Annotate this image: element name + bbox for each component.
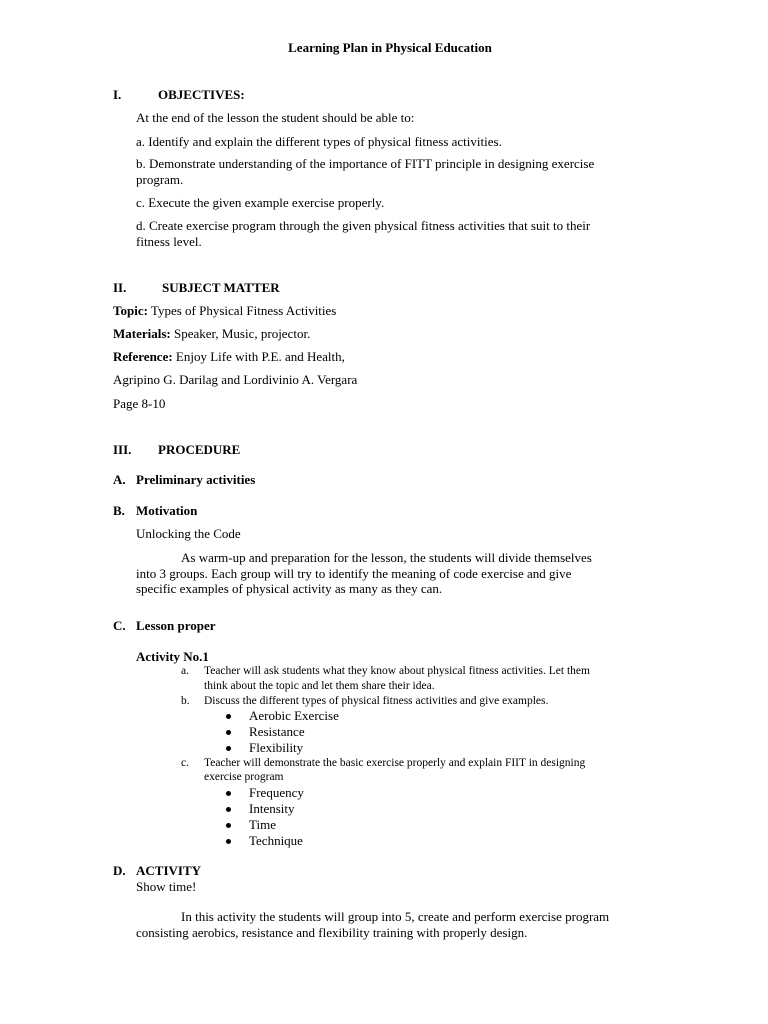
objective-c: c. Execute the given example exercise properly.	[136, 195, 385, 210]
bullet-icon	[226, 746, 231, 751]
fitt-item: Technique	[249, 833, 303, 848]
activity-subtitle: Show time!	[136, 879, 197, 894]
materials-value: Speaker, Music, projector.	[170, 326, 311, 341]
topic-label: Topic:	[113, 303, 148, 318]
list-marker: b.	[181, 695, 190, 707]
document-title: Learning Plan in Physical Education	[288, 40, 492, 55]
lesson-proper-heading: Lesson proper	[136, 618, 216, 633]
objective-a: a. Identify and explain the different types of physical fitness activities.	[136, 134, 502, 149]
type-item: Resistance	[249, 724, 305, 739]
bullet-icon	[226, 714, 231, 719]
motivation-paragraph-line3: specific examples of physical activity as many as they can.	[136, 581, 443, 596]
fitt-item: Time	[249, 817, 276, 832]
motivation-paragraph-line2: into 3 groups. Each group will try to identify the meaning of code exercise and give	[136, 566, 572, 581]
objective-d-line2: fitness level.	[136, 234, 202, 249]
activity-paragraph-line2: consisting aerobics, resistance and flexibility training with properly design.	[136, 925, 528, 940]
subsection-label: A.	[113, 472, 126, 487]
list-marker: c.	[181, 757, 189, 769]
topic-line	[113, 303, 336, 319]
list-marker: a.	[181, 665, 189, 677]
reference-line	[113, 349, 345, 365]
activity-paragraph-line1: In this activity the students will group into 5, create and perform exercise program	[181, 909, 610, 924]
section-number: III.	[113, 442, 132, 457]
objectives-heading: OBJECTIVES:	[158, 87, 245, 102]
item-b: Discuss the different types of physical fitness activities and give examples.	[204, 695, 549, 707]
bullet-icon	[226, 730, 231, 735]
reference-authors: Agripino G. Darilag and Lordivinio A. Vergara	[113, 372, 358, 387]
objectives-intro: At the end of the lesson the student should be able to:	[136, 110, 415, 125]
objective-b-line2: program.	[136, 172, 184, 187]
subject-heading: SUBJECT MATTER	[162, 280, 280, 295]
bullet-icon	[226, 807, 231, 812]
procedure-heading: PROCEDURE	[158, 442, 241, 457]
reference-value: Enjoy Life with P.E. and Health,	[172, 349, 345, 364]
reference-page: Page 8-10	[113, 396, 166, 411]
objective-b-line1: b. Demonstrate understanding of the importance of FITT principle in designing exercise	[136, 156, 595, 171]
motivation-subtitle: Unlocking the Code	[136, 526, 241, 541]
section-number: I.	[113, 87, 122, 102]
materials-line	[113, 326, 310, 342]
item-a-line2: think about the topic and let them share their idea.	[204, 680, 435, 692]
preliminary-heading: Preliminary activities	[136, 472, 256, 487]
fitt-item: Frequency	[249, 785, 304, 800]
subsection-label: D.	[113, 863, 126, 878]
reference-label: Reference:	[113, 349, 173, 364]
fitt-item: Intensity	[249, 801, 295, 816]
motivation-paragraph-line1: As warm-up and preparation for the lesson, the students will divide themselves	[181, 550, 592, 565]
bullet-icon	[226, 791, 231, 796]
objective-d-line1: d. Create exercise program through the given physical fitness activities that suit to their	[136, 218, 591, 233]
type-item: Flexibility	[249, 740, 304, 755]
bullet-icon	[226, 839, 231, 844]
subsection-label: C.	[113, 618, 126, 633]
bullet-icon	[226, 823, 231, 828]
topic-value: Types of Physical Fitness Activities	[147, 303, 337, 318]
type-item: Aerobic Exercise	[249, 708, 339, 723]
activity-title: Activity No.1	[136, 649, 209, 664]
section-number: II.	[113, 280, 127, 295]
activity-heading: ACTIVITY	[136, 863, 202, 878]
motivation-heading: Motivation	[136, 503, 198, 518]
subsection-label: B.	[113, 503, 125, 518]
item-c-line2: exercise program	[204, 771, 284, 783]
item-a-line1: Teacher will ask students what they know about physical fitness activities. Let them	[204, 665, 590, 677]
materials-label: Materials:	[113, 326, 171, 341]
item-c-line1: Teacher will demonstrate the basic exercise properly and explain FIIT in designing	[204, 757, 586, 769]
